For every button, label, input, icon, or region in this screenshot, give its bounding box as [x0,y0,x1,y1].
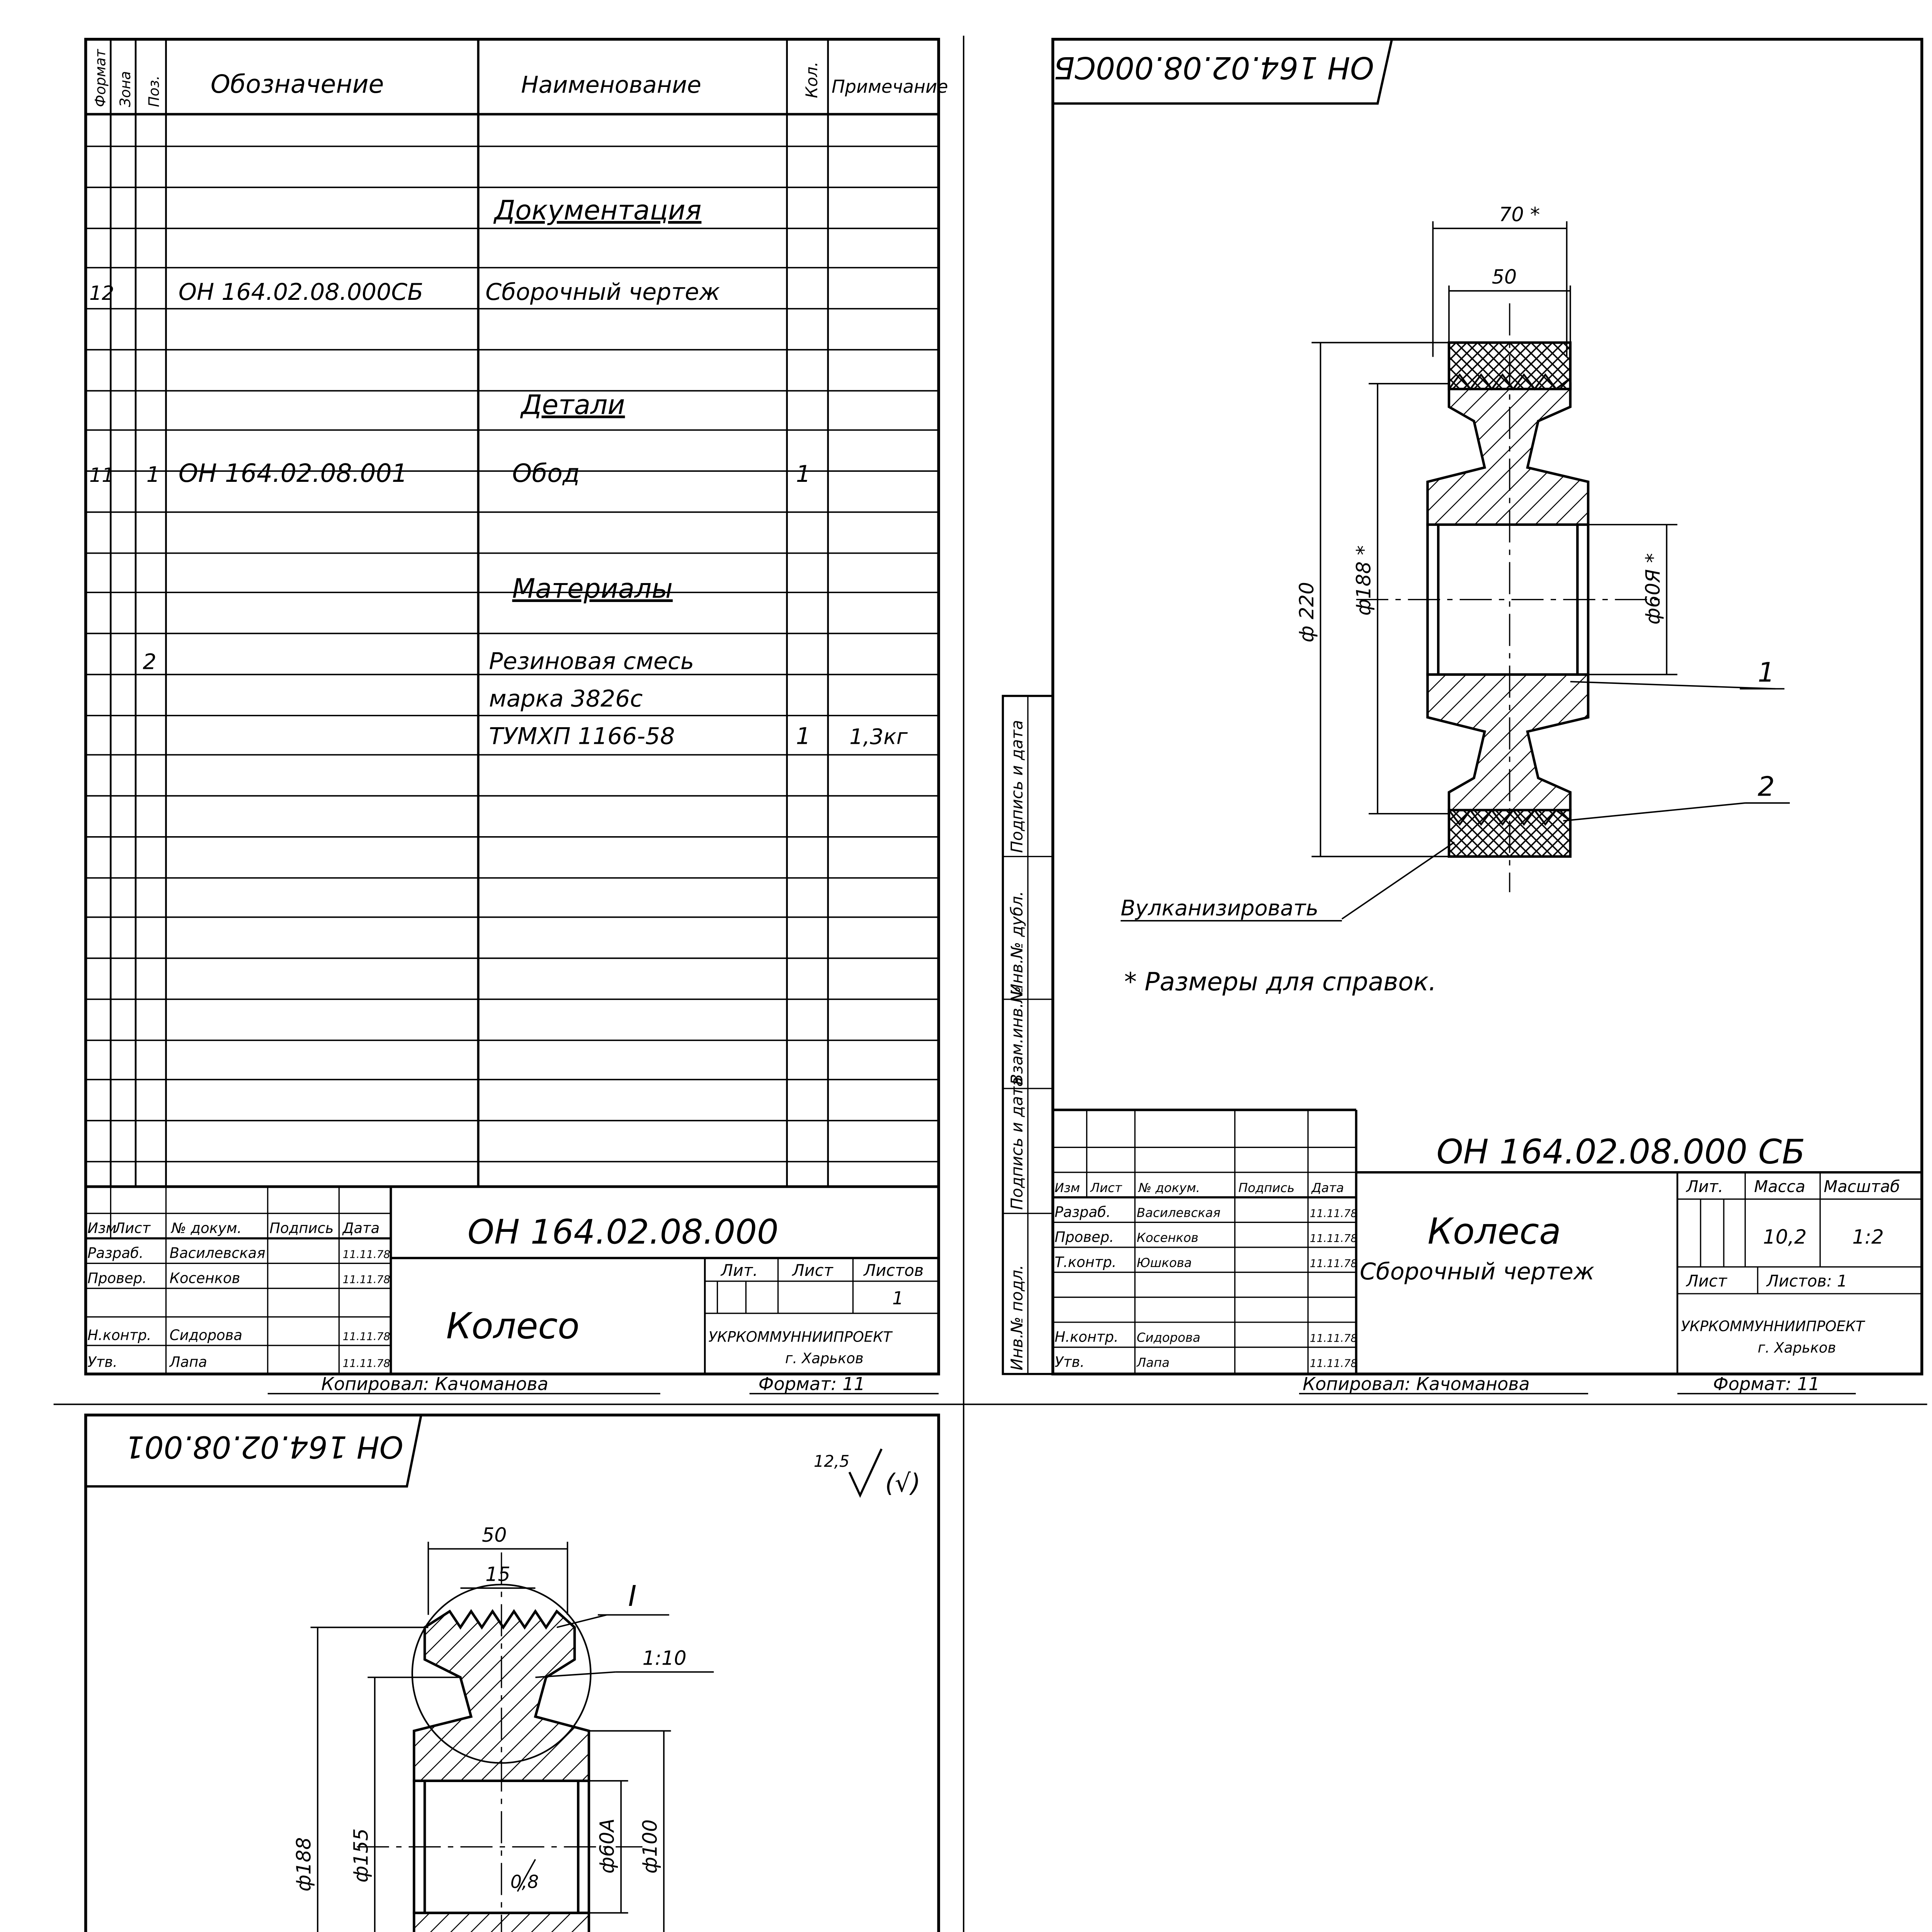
spec-tb-hdr: Дата [342,1220,380,1237]
spec-tb-listov: Листов [864,1260,924,1280]
spec-tb-person: Лапа [169,1354,207,1371]
spec-tb-person: Сидорова [169,1327,243,1344]
assembly-tb-lit: Лит. [1686,1177,1723,1196]
spec-row-qty: 1 [796,723,811,750]
spec-title-code: ОН 164.02.08.000 [468,1212,779,1252]
spec-row-name: Обод [512,459,580,488]
assembly-side-label: Подпись и дата [1007,720,1027,853]
spec-row-designation: ОН 164.02.08.001 [178,459,408,488]
spec-row-note: 1,3кг [849,724,908,750]
assembly-vulc-note: Вулканизировать [1121,896,1319,921]
spec-row-name: ТУМХП 1166-58 [489,723,675,750]
assembly-tb-hdr: Изм [1054,1180,1080,1195]
spec-row-format: 12 [89,281,114,304]
assembly-tb-scale-val: 1:2 [1852,1225,1884,1248]
rim-taper: 1:10 [642,1646,687,1670]
spec-row-name: Резиновая смесь [489,648,694,675]
spec-tb-date: 11.11.78 [342,1273,391,1286]
spec-tb-city: г. Харьков [785,1350,864,1367]
spec-row-format: 11 [89,463,114,486]
assembly-tb-scale: Масштаб [1823,1177,1900,1196]
assembly-tb-city: г. Харьков [1757,1339,1836,1356]
spec-tb-date: 11.11.78 [342,1248,391,1261]
spec-row-qty: 1 [796,460,811,488]
assembly-tb-hdr: Подпись [1238,1180,1295,1195]
spec-tb-hdr: Изм [87,1220,117,1237]
assembly-tb-hdr: № докум. [1138,1180,1200,1195]
assembly-tb-hdr: Дата [1311,1180,1344,1195]
rim-dim-155: ф155 [349,1828,372,1883]
spec-hdr-qty: Кол. [802,61,821,98]
assembly-ref-note: * Размеры для справок. [1124,967,1437,997]
assembly-tb-hdr: Лист [1090,1180,1122,1195]
assembly-tb-person: Лапа [1136,1355,1170,1370]
assembly-tb-date: 11.11.78 [1310,1357,1358,1370]
assembly-dim-50: 50 [1492,265,1517,289]
spec-tb-hdr: Подпись [269,1220,334,1237]
spec-tb-org: УКРКОММУННИИПРОЕКТ [708,1328,892,1345]
assembly-tb-date: 11.11.78 [1310,1232,1358,1245]
assembly-dim-70: 70 * [1499,203,1540,226]
assembly-tb-date: 11.11.78 [1310,1257,1358,1270]
spec-row-name: Сборочный чертеж [485,278,720,306]
rim-section [357,1553,643,1932]
spec-tb-list: Лист [792,1260,833,1280]
assembly-copied: Копировал: Качоманова [1303,1373,1530,1395]
spec-tb-person: Василевская [169,1245,265,1262]
rim-roughness-mark: (√) [885,1469,921,1498]
spec-tb-listov-val: 1 [892,1287,904,1309]
assembly-tb-role: Утв. [1054,1354,1085,1371]
spec-tb-hdr: Лист [114,1220,151,1237]
spec-hdr-format: Формат [92,49,109,107]
assembly-tb-list: Лист [1686,1271,1727,1291]
assembly-tb-date: 11.11.78 [1310,1207,1358,1220]
assembly-tb-role: Т.контр. [1054,1253,1117,1270]
assembly-title-code: ОН 164.02.08.000 СБ [1436,1132,1805,1172]
spec-title-name: Колесо [446,1305,580,1347]
assembly-side-label: Подпись и дата [1007,1077,1027,1210]
spec-section-parts: Детали [521,389,625,421]
spec-tb-role: Утв. [87,1354,117,1371]
spec-sheet [86,39,939,1394]
rim-stamp: ОН 164.02.08.001 [125,1429,403,1465]
spec-tb-date: 11.11.78 [342,1330,391,1343]
rim-roughness: 12,5 [813,1452,850,1471]
assembly-title-sub: Сборочный чертеж [1360,1258,1595,1286]
assembly-callout-2: 2 [1757,771,1775,803]
assembly-side-label: Инв.№ подл. [1007,1265,1027,1371]
spec-hdr-zone: Зона [117,71,134,107]
spec-tb-hdr: № докум. [171,1220,242,1237]
rim-dim-188: ф188 [292,1837,315,1892]
spec-row-designation: ОН 164.02.08.000СБ [178,278,423,306]
assembly-tb-date: 11.11.78 [1310,1332,1358,1345]
rim-dim-15: 15 [485,1563,510,1586]
spec-section-materials: Материалы [512,573,673,605]
rim-dim-50: 50 [481,1523,507,1546]
assembly-stamp: ОН 164.02.08.000СБ [1054,49,1374,85]
assembly-side-label: Инв.№ дубл. [1007,891,1027,996]
spec-tb-date: 11.11.78 [342,1357,391,1370]
spec-tb-role: Разраб. [87,1245,144,1262]
assembly-tb-role: Н.контр. [1054,1328,1119,1345]
rim-dim-60: ф60А [595,1818,619,1874]
spec-hdr-name: Наименование [521,71,701,99]
assembly-tb-listov: Листов: 1 [1766,1271,1847,1291]
spec-tb-lit: Лит. [721,1260,758,1280]
assembly-tb-role: Провер. [1054,1229,1114,1246]
spec-tb-role: Н.контр. [87,1327,151,1344]
rim-dim-100: ф100 [638,1819,662,1874]
assembly-tb-person: Юшкова [1136,1255,1192,1270]
assembly-title-name: Колеса [1427,1210,1561,1252]
assembly-dim-220: ф 220 [1295,582,1318,643]
spec-hdr-designation: Обозначение [211,70,384,99]
spec-tb-role: Провер. [87,1270,147,1287]
assembly-side-label: Взам.инв.№ [1007,986,1027,1085]
spec-row-pos: 2 [143,650,156,675]
assembly-tb-org: УКРКОММУННИИПРОЕКТ [1681,1318,1864,1335]
spec-row-name: марка 3826с [489,685,643,713]
spec-row-pos: 1 [146,462,160,487]
assembly-tb-person: Василевская [1136,1205,1221,1220]
spec-tb-person: Косенков [169,1270,240,1287]
spec-section-docs: Документация [494,195,702,226]
rim-roughness-08: 0,8 [510,1871,539,1892]
assembly-tb-person: Косенков [1136,1230,1199,1245]
assembly-wheel-section [1356,303,1660,892]
spec-hdr-pos: Поз. [146,75,163,107]
assembly-tb-role: Разраб. [1054,1204,1111,1221]
spec-format: Формат: 11 [758,1373,866,1395]
assembly-tb-mass: Масса [1754,1177,1806,1196]
rim-detail-mark: I [628,1580,637,1613]
assembly-tb-person: Сидорова [1136,1330,1201,1345]
assembly-tb-mass-val: 10,2 [1763,1225,1807,1248]
assembly-format: Формат: 11 [1713,1373,1820,1395]
spec-copied: Копировал: Качоманова [321,1373,549,1395]
spec-hdr-note: Примечание [832,76,948,97]
assembly-callout-1: 1 [1757,657,1775,689]
assembly-dim-60: ф60Я * [1641,553,1664,625]
assembly-dim-188: ф188 * [1352,545,1375,616]
